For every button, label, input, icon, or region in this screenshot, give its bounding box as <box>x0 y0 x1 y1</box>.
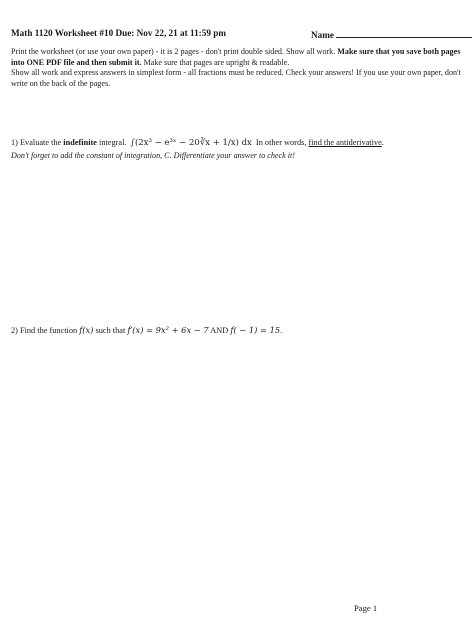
instructions-text-2: Make sure that pages are upright & readable. <box>141 57 290 67</box>
q1-integral-expression: ∫(2x³ − e³ˣ − 20∛x + 1/x) dx <box>130 138 252 148</box>
name-label: Name <box>311 30 334 40</box>
q1-prefix: 1) Evaluate the <box>11 138 64 147</box>
question-2 <box>11 325 282 335</box>
worksheet-header <box>11 28 467 38</box>
q2-prefix: 2) Find the function <box>11 326 80 335</box>
q1-middle: integral. <box>96 138 129 147</box>
q2-derivative-condition: f′(x) = 9x² + 6x − 7 <box>127 325 209 335</box>
instructions <box>11 47 466 89</box>
q1-after: In other words, <box>253 138 309 147</box>
q2-end: . <box>280 326 283 335</box>
q1-bold-word: indefinite <box>63 138 97 147</box>
page-number: Page 1 <box>354 603 378 613</box>
question-1-note: Don't forget to add the constant of integration, C. Differentiate your answer to check it! <box>11 151 295 160</box>
question-1 <box>11 138 469 148</box>
q2-function: f(x) <box>79 325 94 335</box>
instructions-bold-text: Make sure that you save both pages into ONE PDF file and then submit it. <box>11 47 461 67</box>
q2-and: AND <box>208 326 231 335</box>
instructions-text-3: Show all work and express answers in simplest form - all fractions must be reduced. Check your answers! If you use your own paper, don't write on the back of the pages. <box>11 68 461 88</box>
worksheet-title: Math 1120 Worksheet #10 Due: Nov 22, 21 at 11:59 pm <box>11 28 226 38</box>
name-blank-line <box>336 28 472 38</box>
q1-end: . <box>381 138 384 147</box>
name-field <box>311 28 472 40</box>
q1-underlined-text: find the antiderivative <box>308 138 382 147</box>
q2-initial-condition: f( − 1) = 15 <box>230 325 281 335</box>
q2-middle: such that <box>93 326 128 335</box>
instructions-text-1: Print the worksheet (or use your own paper) - it is 2 pages - don't print double sided. Show all work. <box>11 47 338 56</box>
